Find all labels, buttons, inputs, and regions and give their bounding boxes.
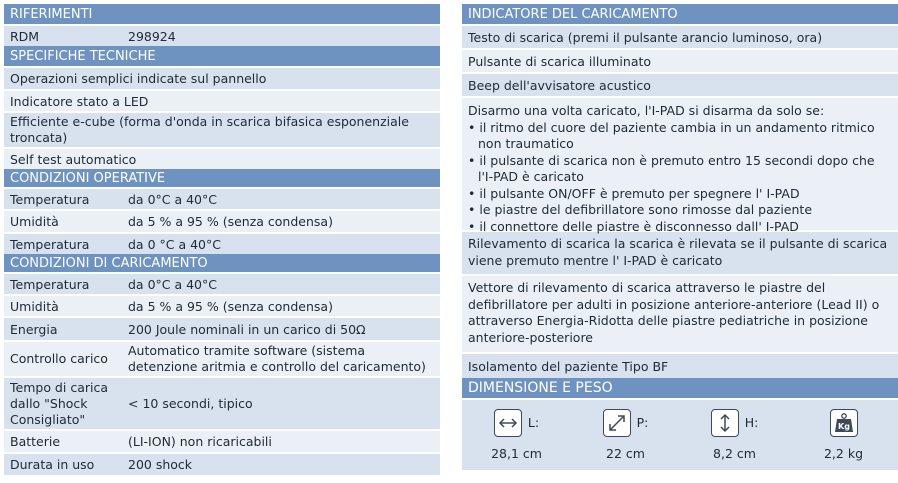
- spec-label: Temperatura: [10, 191, 90, 207]
- height-arrow-icon: [711, 409, 739, 437]
- dimension-weight: [789, 400, 898, 470]
- spec-row: [4, 232, 440, 254]
- list-item: • le piastre del defibrillatore sono rimosse dal paziente: [468, 202, 892, 219]
- section-header-riferimenti: RIFERIMENTI: [4, 4, 440, 24]
- spec-row: [4, 187, 440, 209]
- spec-label: Controllo carico: [10, 351, 108, 366]
- spec-label: Temperatura: [10, 276, 90, 292]
- weight-icon: [830, 409, 858, 437]
- dimension-length: [462, 400, 571, 470]
- spec-value: da 5 % a 95 % (senza condensa): [128, 214, 333, 229]
- rilevamento-block: Rilevamento di scarica la scarica è rilevata se il pulsante di scarica viene premuto mentre l' I-PAD è caricato: [462, 230, 898, 274]
- spec-label: Batterie: [10, 434, 61, 449]
- spec-item-text: Indicatore stato a LED: [10, 93, 149, 109]
- spec-label: Umidità: [10, 214, 59, 229]
- spec-item: [462, 72, 898, 96]
- spec-item: [4, 66, 440, 89]
- spec-item: [4, 111, 440, 147]
- dimension-value: 8,2 cm: [713, 446, 756, 462]
- spec-item: [4, 89, 440, 111]
- spec-item: [462, 24, 898, 48]
- disarmo-list: [468, 120, 892, 236]
- spec-item-text: Efficiente e-cube (forma d'onda in scarica bifasica esponenziale troncata): [10, 114, 409, 145]
- spec-value: da 5 % a 95 % (senza condensa): [128, 298, 333, 314]
- spec-item-text: Isolamento del paziente Tipo BF: [468, 358, 669, 374]
- dimension-label: H:: [744, 415, 759, 431]
- section-header-dimensione: DIMENSIONE E PESO: [462, 378, 898, 398]
- spec-row: [4, 340, 440, 376]
- spec-row: [4, 452, 440, 475]
- list-item: • il pulsante di scarica non è premuto entro 15 secondi dopo che l'I-PAD è caricato: [468, 153, 892, 186]
- section-header-specifiche: SPECIFICHE TECNICHE: [4, 46, 440, 66]
- section-header-indicatore: INDICATORE DEL CARICAMENTO: [462, 4, 898, 24]
- spec-value: da 0°C a 40°C: [128, 276, 217, 292]
- spec-item-text: Self test automatico: [10, 151, 137, 167]
- spec-value: Automatico tramite software (sistema detenzione aritmia e controllo del caricamento): [128, 343, 426, 374]
- width-arrow-icon: [494, 409, 522, 437]
- spec-label: Umidità: [10, 298, 59, 314]
- spec-item-text: Beep dell'avvisatore acustico: [468, 77, 651, 93]
- spec-value: da 0°C a 40°C: [128, 191, 217, 207]
- spec-item-text: Testo di scarica (premi il pulsante arancio luminoso, ora): [468, 29, 823, 45]
- list-item: • il ritmo del cuore del paziente cambia in un andamento ritmico non traumatico: [468, 120, 892, 153]
- left-spec-table: [4, 4, 440, 475]
- dimension-value: 2,2 kg: [823, 446, 864, 462]
- spec-label: Durata in uso: [10, 457, 95, 472]
- right-spec-table: [462, 4, 898, 470]
- spec-label: Temperatura: [10, 236, 90, 252]
- spec-label: Tempo di carica dallo "Shock Consigliato": [10, 379, 108, 427]
- spec-value: 200 Joule nominali in un carico di 50Ω: [128, 321, 366, 337]
- spec-row: [4, 209, 440, 232]
- list-item: • il connettore delle piastre è disconnesso dall' I-PAD: [468, 219, 892, 236]
- dimension-value: 28,1 cm: [491, 446, 542, 462]
- diagonal-arrow-icon: [603, 409, 631, 437]
- spec-value: 298924: [128, 28, 176, 44]
- spec-item: [4, 147, 440, 169]
- spec-row: [4, 272, 440, 294]
- spec-item: [462, 352, 898, 378]
- dimension-row: [462, 398, 898, 470]
- spec-item-text: Pulsante di scarica illuminato: [468, 53, 652, 69]
- svg-text:Kg: Kg: [837, 421, 850, 431]
- spec-value: 200 shock: [128, 457, 193, 472]
- dimension-label: P:: [636, 415, 649, 431]
- disarmo-intro: Disarmo una volta caricato, l'I-PAD si disarma da solo se:: [468, 103, 825, 118]
- disarmo-block: [462, 96, 898, 234]
- dimension-value: 22 cm: [606, 446, 645, 462]
- spec-label: Energia: [10, 321, 58, 337]
- spec-value: (LI-ION) non ricaricabili: [128, 434, 272, 449]
- spec-row-rdm: [4, 24, 440, 46]
- spec-value: < 10 secondi, tipico: [128, 395, 253, 411]
- dimension-height: [680, 400, 789, 470]
- section-header-caricamento: CONDIZIONI DI CARICAMENTO: [4, 254, 440, 272]
- section-header-operative: CONDIZIONI OPERATIVE: [4, 169, 440, 187]
- vettore-block: Vettore di rilevamento di scarica attraverso le piastre del defibrillatore per adulti in posizione anteriore-anteriore (Lead II) o attraverso Energia-Ridotta delle piastre pediatriche in posizione anteriore-posteriore: [462, 274, 898, 352]
- spec-item: [462, 48, 898, 72]
- spec-row: [4, 376, 440, 429]
- spec-item-text: Operazioni semplici indicate sul pannello: [10, 71, 267, 86]
- list-item: • il pulsante ON/OFF è premuto per spegnere l' I-PAD: [468, 186, 892, 203]
- dimension-label: L:: [527, 415, 540, 431]
- spec-row: [4, 429, 440, 452]
- dimension-depth: [571, 400, 680, 470]
- spec-row: [4, 294, 440, 316]
- spec-value: da 0 °C a 40°C: [128, 236, 221, 252]
- spec-label: RDM: [10, 28, 40, 44]
- spec-row: [4, 316, 440, 340]
